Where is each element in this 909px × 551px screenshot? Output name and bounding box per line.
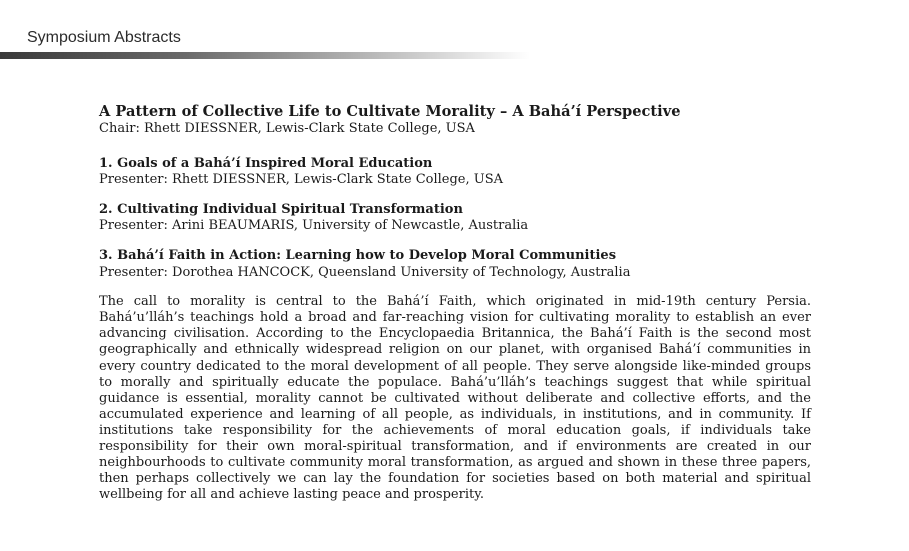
paper-title-1: 1. Goals of a Bahá’í Inspired Moral Education bbox=[99, 155, 433, 171]
presenter-1: Presenter: Rhett DIESSNER, Lewis-Clark State College, USA bbox=[99, 172, 504, 188]
presenter-3: Presenter: Dorothea HANCOCK, Queensland University of Technology, Australia bbox=[99, 264, 631, 280]
chair-line: Chair: Rhett DIESSNER, Lewis-Clark State College, USA bbox=[99, 121, 475, 136]
paper-title-2: 2. Cultivating Individual Spiritual Transformation bbox=[99, 201, 463, 217]
abstract-text: The call to morality is central to the Bahá’í Faith, which originated in mid-19th century Persia. Bahá’u’lláh’s teachings hold a broad and far-reaching vision for cultivating morality to establish an ever advancing civilisation. According to the Encyclopaedia Britannica, the Bahá’í Faith is the second most geographically and ethnically widespread religion on our planet, with organised Bahá’í communities in every country dedicated to the moral development of all people. They serve alongside like-minded groups to morally and spiritually educate the populace. Bahá’u’lláh’s teachings suggest that while spiritual guidance is essential, morality cannot be cultivated without deliberate and collective efforts, and the accumulated experience and learning of all people, as individuals, in institutions, and in community. If institutions take responsibility for the achievements of moral education goals, if individuals take responsibility for their own moral-spiritual transformation, and if environments are created in our neighbourhoods to cultivate community moral transformation, as argued and shown in these three papers, then perhaps collectively we can lay the foundation for societies based on both material and spiritual wellbeing for all and achieve lasting peace and prosperity. bbox=[99, 294, 811, 503]
header-rule bbox=[0, 52, 530, 59]
symposium-title: A Pattern of Collective Life to Cultivate Morality – A Bahá’í Perspective bbox=[99, 103, 681, 120]
presenter-2: Presenter: Arini BEAUMARIS, University of Newcastle, Australia bbox=[99, 218, 529, 234]
abstract-block bbox=[99, 102, 811, 503]
running-head: Symposium Abstracts bbox=[27, 29, 181, 46]
paper-title-3: 3. Bahá’í Faith in Action: Learning how to Develop Moral Communities bbox=[99, 247, 617, 263]
